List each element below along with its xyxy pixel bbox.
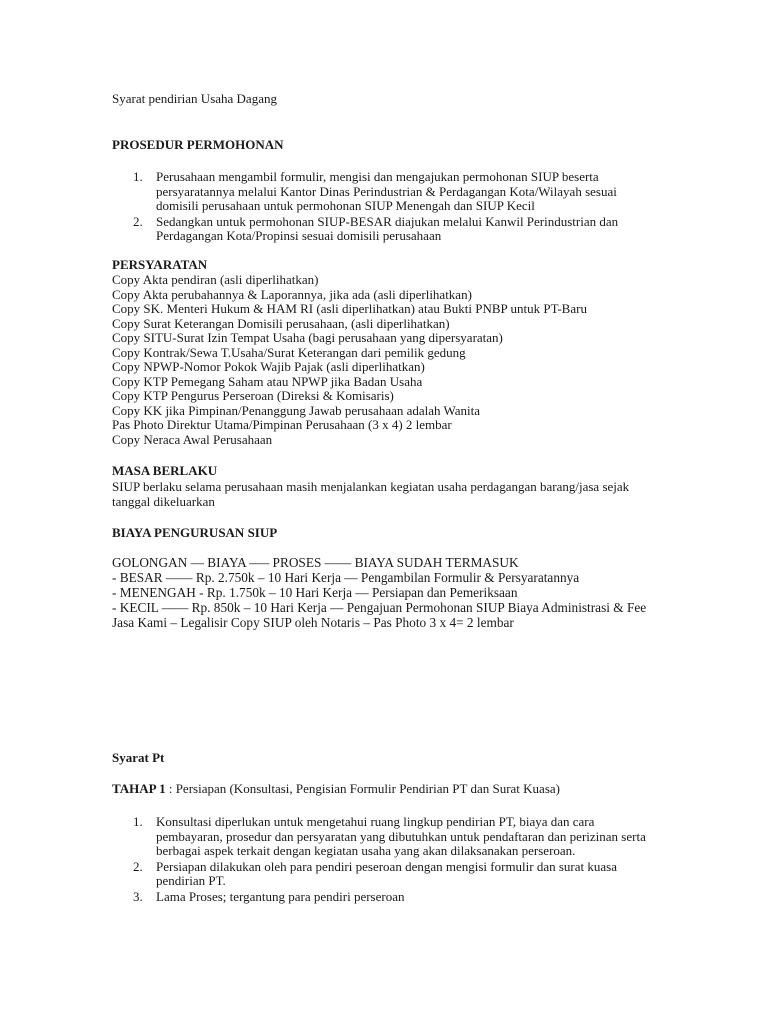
list-text: Sedangkan untuk permohonan SIUP-BESAR diajukan melalui Kanwil Perindustrian dan Perdagangan Kota/Propinsi sesuai domisili perusahaan (156, 213, 619, 243)
list-number: 1. (133, 169, 143, 184)
requirement-line: Copy SK. Menteri Hukum & HAM RI (asli diperlihatkan) atau Bukti PNBP untuk PT-Baru (112, 301, 587, 316)
list-item (112, 860, 660, 889)
masa-heading: MASA BERLAKU (112, 463, 218, 478)
list-item (112, 215, 660, 244)
requirement-line: Copy Akta perubahannya & Laporannya, jika ada (asli diperlihatkan) (112, 286, 472, 302)
requirement-line: Copy KK jika Pimpinan/Penanggung Jawab perusahaan adalah Wanita (112, 402, 481, 418)
requirement-line: Pas Photo Direktur Utama/Pimpinan Perusahaan (3 x 4) 2 lembar (112, 417, 452, 432)
fee-line: - KECIL —— Rp. 850k – 10 Hari Kerja — Pengajuan Permohonan SIUP Biaya Administrasi & Fee Jasa Kami – Legalisir Copy SIUP oleh Notaris – Pas Photo 3 x 4= 2 lembar (112, 600, 647, 630)
list-text: Lama Proses; tergantung para pendiri perseroan (156, 888, 405, 904)
list-text: Perusahaan mengambil formulir, mengisi dan mengajukan permohonan SIUP beserta persyaratannya melalui Kantor Dinas Perindustrian & Perdagangan Kota/Wilayah sesuai domisili perusahaan untuk permohonan SIUP Menengah dan SIUP Kecil (156, 169, 617, 213)
document-title: Syarat pendirian Usaha Dagang (112, 91, 277, 106)
list-item (112, 815, 660, 859)
requirement-line: Copy KTP Pemegang Saham atau NPWP jika Badan Usaha (112, 373, 423, 389)
masa-text: SIUP berlaku selama perusahaan masih menjalankan kegiatan usaha perdagangan barang/jasa sejak tanggal dikeluarkan (112, 479, 630, 509)
prosedur-heading: PROSEDUR PERMOHONAN (112, 137, 284, 152)
persyaratan-list (112, 273, 668, 447)
tahap-label: TAHAP 1 (112, 781, 166, 796)
requirement-line: Copy Surat Keterangan Domisili perusahaan, (asli diperlihatkan) (112, 315, 450, 331)
syarat-pt-heading: Syarat Pt (112, 750, 165, 765)
list-number: 2. (133, 858, 143, 874)
biaya-list (112, 555, 668, 630)
tahap-line (112, 782, 668, 797)
biaya-heading: BIAYA PENGURUSAN SIUP (112, 525, 278, 540)
fee-line: GOLONGAN — BIAYA —– PROSES —— BIAYA SUDAH TERMASUK (112, 555, 519, 570)
tahap-text: : Persiapan (Konsultasi, Pengisian Formulir Pendirian PT dan Surat Kuasa) (165, 781, 560, 796)
requirement-line: Copy Kontrak/Sewa T.Usaha/Surat Keterangan dari pemilik gedung (112, 344, 466, 360)
persyaratan-heading: PERSYARATAN (112, 257, 208, 272)
requirement-line: Copy SITU-Surat Izin Tempat Usaha (bagi perusahaan yang dipersyaratan) (112, 330, 503, 345)
list-number: 3. (133, 888, 143, 904)
requirement-line: Copy Neraca Awal Perusahaan (112, 431, 273, 447)
requirement-line: Copy NPWP-Nomor Pokok Wajib Pajak (asli diperlihatkan) (112, 359, 425, 374)
list-number: 2. (133, 213, 143, 229)
syarat-pt-list (112, 815, 660, 904)
list-text: Persiapan dilakukan oleh para pendiri peseroan dengan mengisi formulir dan surat kuasa pendirian PT. (156, 858, 617, 888)
fee-line: - MENENGAH - Rp. 1.750k – 10 Hari Kerja — Persiapan dan Pemeriksaan (112, 585, 518, 600)
requirement-line: Copy Akta pendiran (asli diperlihatkan) (112, 272, 319, 287)
prosedur-list (112, 170, 660, 244)
list-item (112, 170, 660, 214)
list-text: Konsultasi diperlukan untuk mengetahui ruang lingkup pendirian PT, biaya dan cara pembayaran, prosedur dan persyaratan yang dibutuhkan untuk pendaftaran dan perizinan serta berbagai aspek terkait dengan kegiatan usaha yang akan dilaksanakan perseroan. (156, 814, 646, 858)
fee-line: - BESAR —— Rp. 2.750k – 10 Hari Kerja — Pengambilan Formulir & Persyaratannya (112, 570, 580, 585)
requirement-line: Copy KTP Pengurus Perseroan (Direksi & Komisaris) (112, 388, 394, 403)
list-number: 1. (133, 814, 143, 829)
list-item (112, 890, 660, 905)
